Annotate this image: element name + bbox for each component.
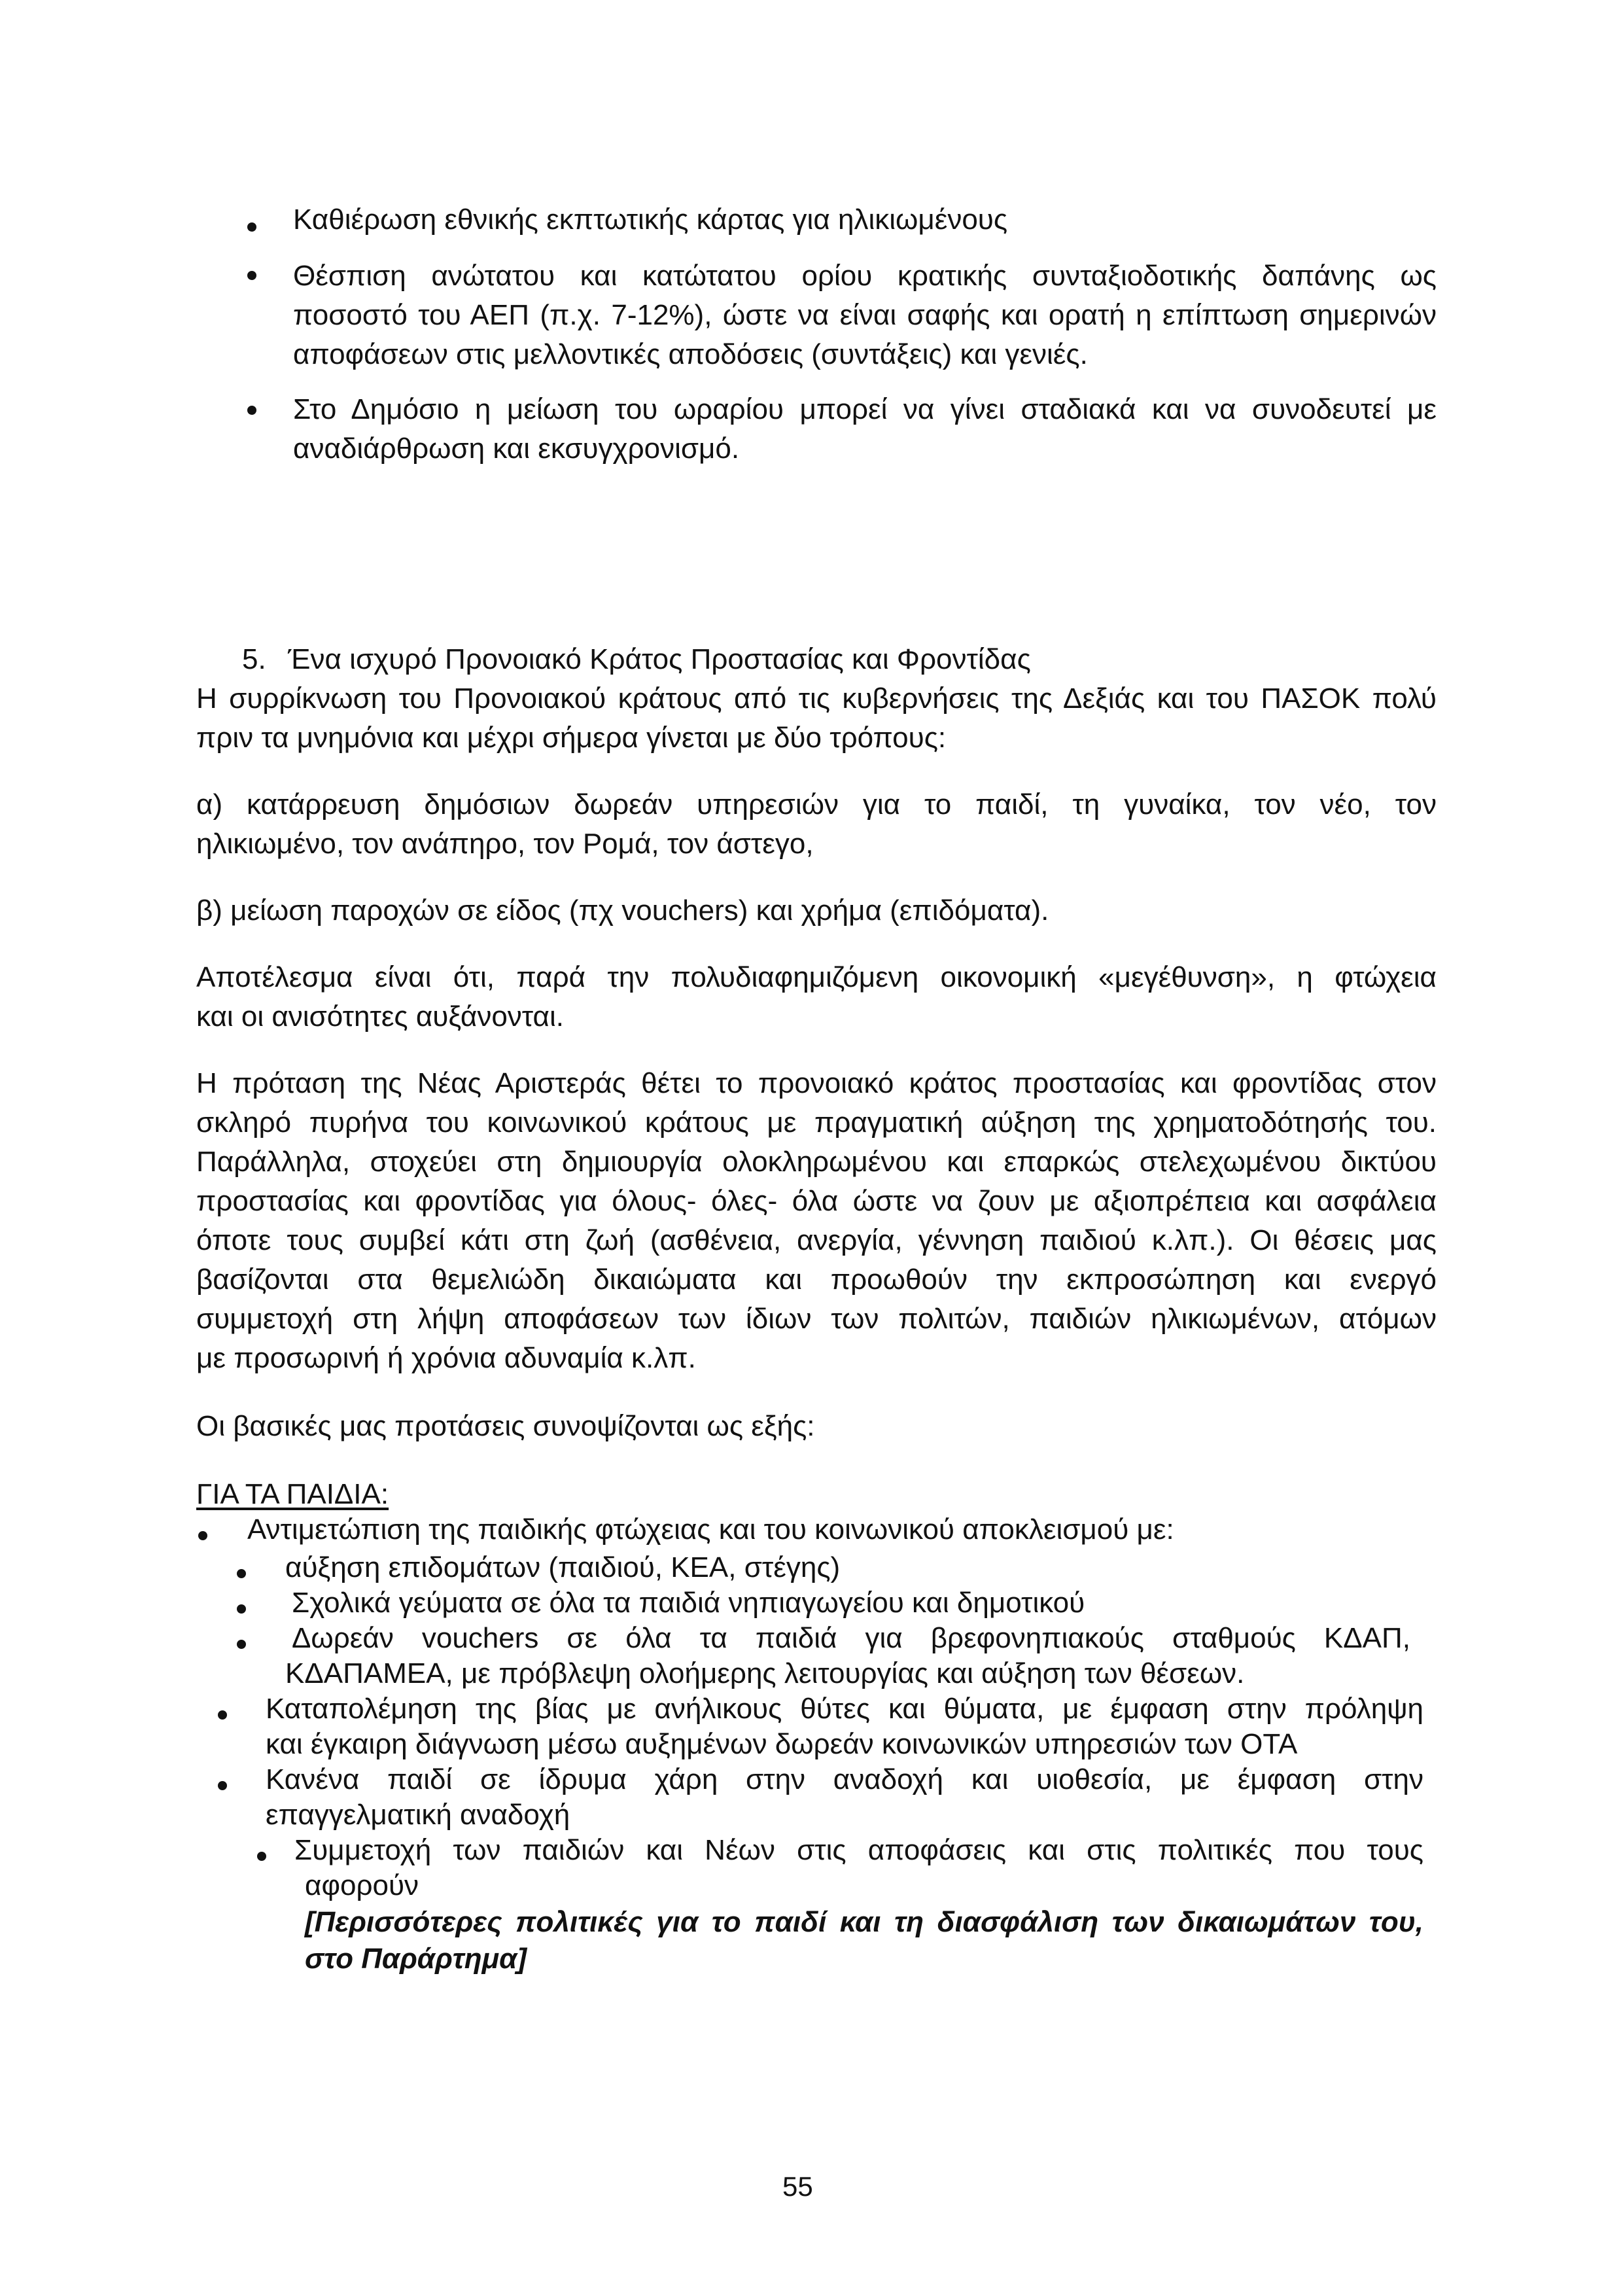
bullet-item-cont: ποσοστό του ΑΕΠ (π.χ. 7-12%), ώστε να είναι σαφής και ορατή η επίπτωση σημερινών: [293, 299, 1437, 331]
children-item-cont: και έγκαιρη διάγνωση μέσω αυξημένων δωρεάν κοινωνικών υπηρεσιών των ΟΤΑ: [266, 1728, 1298, 1760]
paragraph-result: Αποτέλεσμα είναι ότι, παρά την πολυδιαφημιζόμενη οικονομική «μεγέθυνση», η φτώχεια: [196, 961, 1437, 993]
bullet-icon: [237, 1604, 246, 1614]
children-item-cont: επαγγελματική αναδοχή: [266, 1799, 570, 1831]
paragraph-proposal: Η πρόταση της Νέας Αριστεράς θέτει το προνοιακό κράτος προστασίας και φροντίδας στον: [196, 1067, 1437, 1099]
bullet-icon: [247, 222, 256, 232]
paragraph-proposal: προστασίας και φροντίδας για όλους- όλες- όλα ώστε να ζουν με αξιοπρέπεια και ασφάλεια: [196, 1185, 1437, 1217]
bullet-icon: [198, 1531, 207, 1540]
paragraph-b: β) μείωση παροχών σε είδος (πχ vouchers) και χρήμα (επιδόματα).: [196, 894, 1049, 927]
paragraph-intro: Η συρρίκνωση του Προνοιακού κράτους από τις κυβερνήσεις της Δεξιάς και του ΠΑΣΟΚ πολύ: [196, 682, 1437, 715]
paragraph-a: ηλικιωμένο, τον ανάπηρο, τον Ρομά, τον άστεγο,: [196, 828, 814, 860]
paragraph-intro: πριν τα μνημόνια και μέχρι σήμερα γίνεται με δύο τρόπους:: [196, 722, 947, 754]
children-item: Αντιμετώπιση της παιδικής φτώχειας και του κοινωνικού αποκλεισμού με:: [247, 1513, 1174, 1545]
paragraph-summary: Οι βασικές μας προτάσεις συνοψίζονται ως εξής:: [196, 1410, 815, 1442]
bullet-icon: [218, 1710, 227, 1720]
section-title: Ένα ισχυρό Προνοιακό Κράτος Προστασίας και Φροντίδας: [288, 643, 1031, 675]
paragraph-proposal: βασίζονται στα θεμελιώδη δικαιώματα και προωθούν την εκπροσώπηση και ενεργό: [196, 1263, 1437, 1296]
children-item: Καταπολέμηση της βίας με ανήλικους θύτες και θύματα, με έμφαση στην πρόληψη: [266, 1693, 1423, 1725]
bullet-icon: [237, 1569, 246, 1578]
children-subitem-cont: ΚΔΑΠΑΜΕΑ, με πρόβλεψη ολοήμερης λειτουργίας και αύξηση των θέσεων.: [285, 1657, 1245, 1689]
bullet-icon: [237, 1640, 246, 1649]
section-number: 5.: [242, 643, 266, 675]
bullet-icon: [218, 1781, 227, 1790]
paragraph-proposal: με προσωρινή ή χρόνια αδυναμία κ.λπ.: [196, 1342, 696, 1374]
paragraph-a: α) κατάρρευση δημόσιων δωρεάν υπηρεσιών για το παιδί, τη γυναίκα, τον νέο, τον: [196, 788, 1437, 821]
bullet-icon: [257, 1852, 266, 1861]
paragraph-proposal: όποτε τους συμβεί κάτι στη ζωή (ασθένεια, ανεργία, γέννηση παιδιού κ.λπ.). Οι θέσεις μας: [196, 1224, 1437, 1256]
children-item: Συμμετοχή των παιδιών και Νέων στις αποφάσεις και στις πολιτικές που τους: [294, 1834, 1423, 1866]
page-number: 55: [782, 2171, 813, 2202]
bullet-icon: [247, 406, 256, 415]
paragraph-result: και οι ανισότητες αυξάνονται.: [196, 1000, 564, 1033]
appendix-note: [Περισσότερες πολιτικές για το παιδί και τη διασφάλιση των δικαιωμάτων του,: [305, 1906, 1423, 1938]
children-item: Κανένα παιδί σε ίδρυμα χάρη στην αναδοχή και υιοθεσία, με έμφαση στην: [266, 1763, 1423, 1795]
bullet-item-cont: αποφάσεων στις μελλοντικές αποδόσεις (συντάξεις) και γενιές.: [293, 338, 1088, 370]
children-subitem: αύξηση επιδομάτων (παιδιού, ΚΕΑ, στέγης): [285, 1551, 841, 1583]
paragraph-proposal: Παράλληλα, στοχεύει στη δημιουργία ολοκληρωμένου και επαρκώς στελεχωμένου δικτύου: [196, 1146, 1437, 1178]
paragraph-proposal: συμμετοχή στη λήψη αποφάσεων των ίδιων των πολιτών, παιδιών ηλικιωμένων, ατόμων: [196, 1303, 1437, 1335]
children-subitem: Δωρεάν vouchers σε όλα τα παιδιά για βρεφονηπιακούς σταθμούς ΚΔΑΠ,: [292, 1622, 1410, 1654]
bullet-item: Στο Δημόσιο η μείωση του ωραρίου μπορεί να γίνει σταδιακά και να συνοδευτεί με: [293, 393, 1437, 425]
bullet-item: Καθιέρωση εθνικής εκπτωτικής κάρτας για ηλικιωμένους: [293, 203, 1008, 236]
paragraph-proposal: σκληρό πυρήνα του κοινωνικού κράτους με πραγματική αύξηση της χρηματοδότησής του.: [196, 1106, 1437, 1139]
children-subitem: Σχολικά γεύματα σε όλα τα παιδιά νηπιαγωγείου και δημοτικού: [292, 1587, 1085, 1619]
bullet-item-cont: αναδιάρθρωση και εκσυγχρονισμό.: [293, 433, 740, 465]
appendix-note: στο Παράρτημα]: [305, 1943, 527, 1975]
bullet-icon: [247, 271, 256, 280]
bullet-item: Θέσπιση ανώτατου και κατώτατου ορίου κρατικής συνταξιοδοτικής δαπάνης ως: [293, 260, 1437, 292]
children-item-cont: αφορούν: [305, 1869, 419, 1901]
children-heading: ΓΙΑ ΤΑ ΠΑΙΔΙΑ:: [196, 1478, 389, 1510]
